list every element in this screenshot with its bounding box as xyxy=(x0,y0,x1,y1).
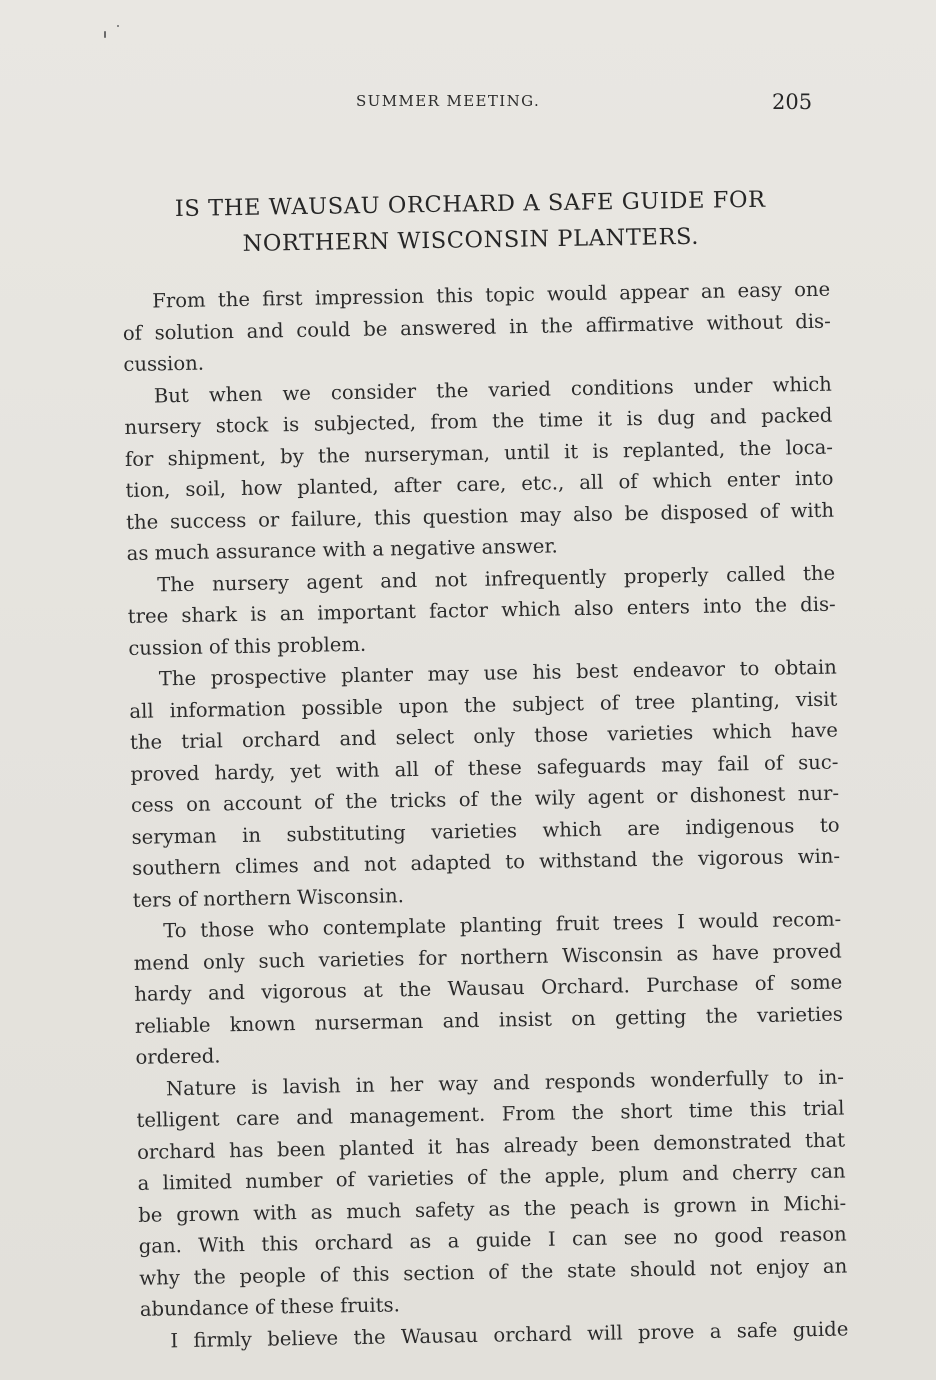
text-line: nursery stock is subjected, from the time it is dug and packed xyxy=(124,403,833,439)
text-line: ters of northern Wisconsin. xyxy=(132,883,405,912)
text-line: tree shark is an important factor which also enters into the dis- xyxy=(127,592,836,628)
text-line: I firmly believe the Wausau orchard will prove a safe guide xyxy=(170,1316,849,1352)
page-number: 205 xyxy=(772,90,813,114)
running-head: SUMMER MEETING. xyxy=(356,92,541,110)
text-line: for shipment, by the nurseryman, until it is replanted, the loca- xyxy=(124,435,834,471)
text-line: a limited number of varieties of the apple, plum and cherry can xyxy=(137,1159,846,1195)
text-line: From the first impression this topic would appear an easy one xyxy=(152,277,831,313)
paragraph xyxy=(129,652,841,916)
text-line: the success or failure, this question may also be disposed of with xyxy=(125,498,835,534)
text-line: proved hardy, yet with all of these safeguards may fail of suc- xyxy=(130,750,839,786)
paragraph xyxy=(122,274,832,381)
text-line: To those who contemplate planting fruit trees I would recom- xyxy=(163,907,842,943)
text-line: cussion of this problem. xyxy=(128,632,367,660)
text-line: Nature is lavish in her way and responds wonderfully to in- xyxy=(165,1065,845,1100)
paragraph xyxy=(127,557,837,664)
text-line: the trial orchard and select only those varieties which have xyxy=(129,718,839,754)
text-line: southern climes and not adapted to withstand the vigorous win- xyxy=(131,844,841,880)
text-line: orchard has been planted it has already been demonstrated that xyxy=(136,1128,846,1164)
text-line: mend only such varieties for northern Wisconsin as have proved xyxy=(133,939,842,975)
text-line: ordered. xyxy=(135,1044,221,1069)
text-line: The prospective planter may use his best endeavor to obtain xyxy=(158,655,837,691)
paper-speck xyxy=(104,31,106,38)
text-line: abundance of these fruits. xyxy=(139,1293,401,1321)
text-line: as much assurance with a negative answer. xyxy=(126,534,558,565)
text-line: But when we consider the varied conditions under which xyxy=(153,372,833,407)
text-line: telligent care and management. From the short time this trial xyxy=(136,1096,845,1132)
paragraph xyxy=(136,1061,848,1325)
text-line: of solution and could be answered in the affirmative without dis- xyxy=(122,309,831,345)
text-line: gan. With this orchard as a guide I can see no good reason xyxy=(138,1222,847,1258)
title-line: NORTHERN WISCONSIN PLANTERS. xyxy=(242,223,700,257)
paragraph xyxy=(133,904,844,1074)
text-line: cussion. xyxy=(123,351,205,376)
text-line: why the people of this section of the state should not enjoy an xyxy=(139,1253,848,1290)
text-line: The nursery agent and not infrequently properly called the xyxy=(157,561,836,596)
text-line: seryman in substituting varieties which are indigenous to xyxy=(131,813,840,849)
article-body xyxy=(122,274,849,1357)
paragraph xyxy=(124,368,835,569)
text-line: all information possible upon the subject of tree planting, visit xyxy=(129,687,838,723)
text-line: be grown with as much safety as the peach is grown in Michi- xyxy=(138,1191,847,1227)
text-line: hardy and vigorous at the Wausau Orchard. Purchase of some xyxy=(134,970,843,1006)
text-line: tion, soil, how planted, after care, etc., all of which enter into xyxy=(125,466,834,502)
text-line: reliable known nurserman and insist on getting the varieties xyxy=(134,1002,844,1038)
article-title xyxy=(110,181,831,264)
text-line: cess on account of the tricks of the wily agent or dishonest nur- xyxy=(130,781,840,817)
paper-speck xyxy=(117,25,119,27)
title-line: IS THE WAUSAU ORCHARD A SAFE GUIDE FOR xyxy=(174,186,766,222)
